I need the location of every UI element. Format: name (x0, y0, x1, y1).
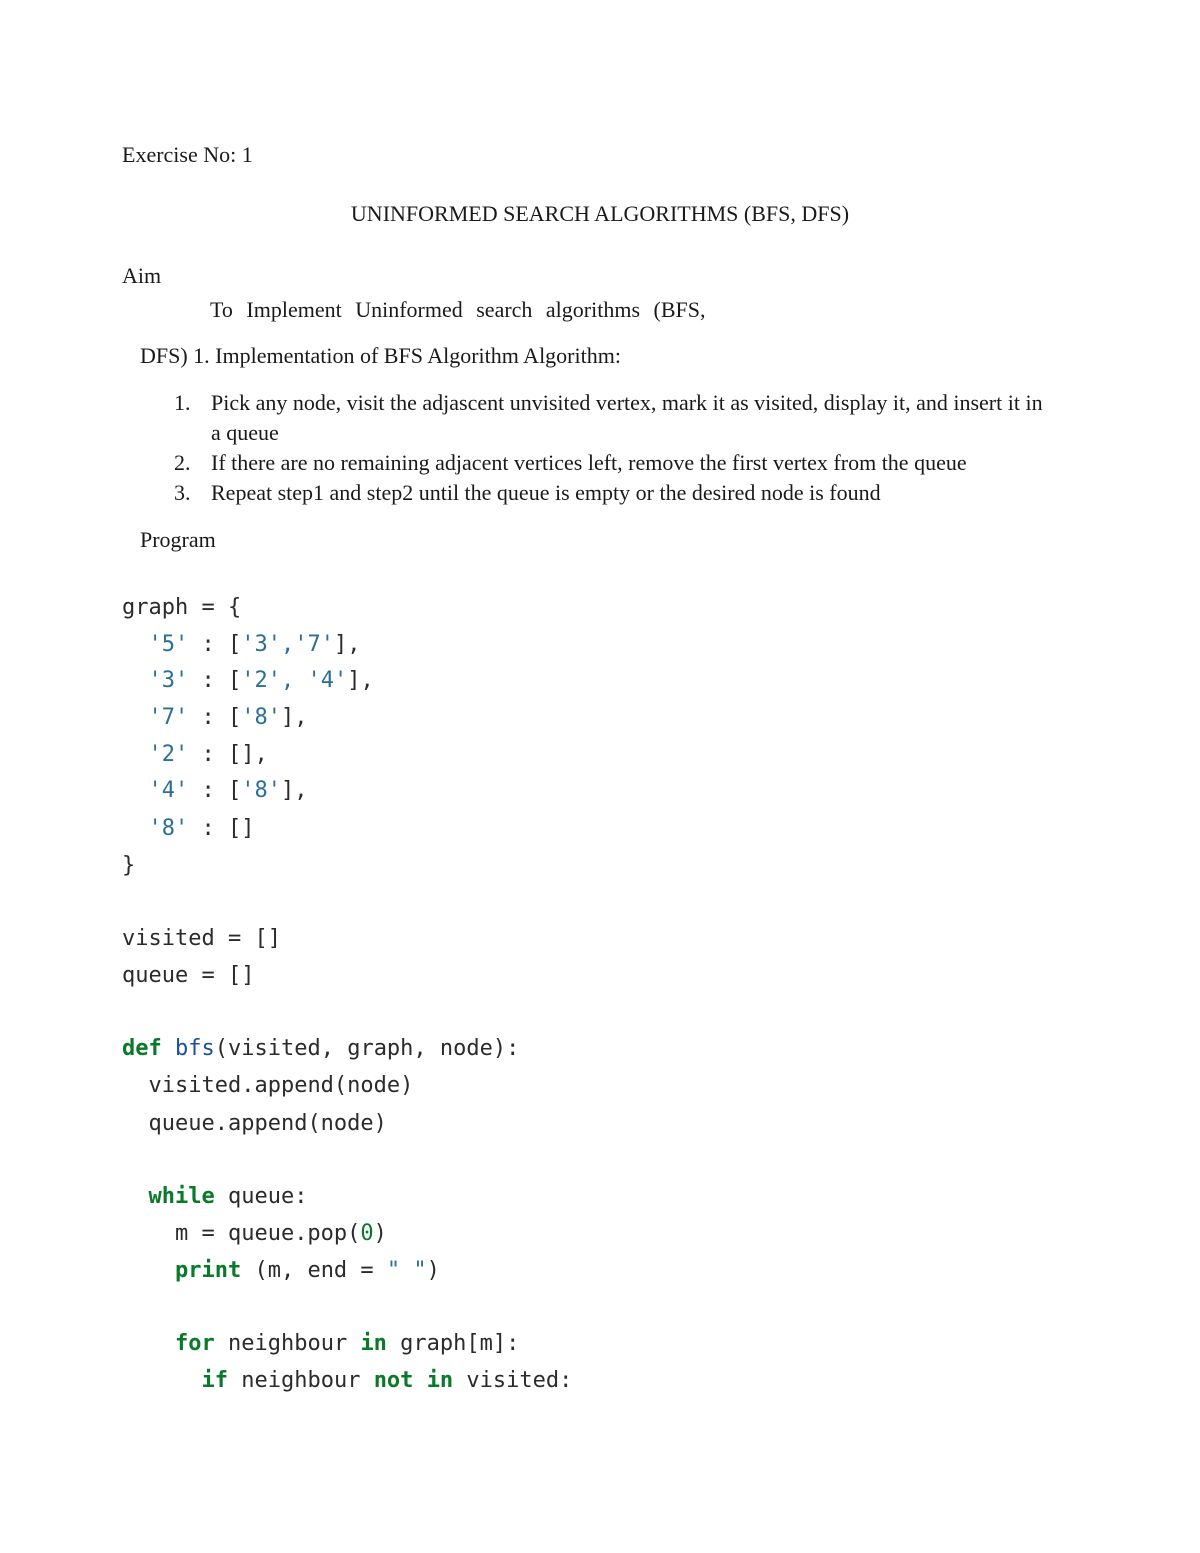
code-keyword: in (426, 1368, 454, 1393)
code-token: ], (280, 778, 308, 803)
code-token: ], (280, 705, 308, 730)
code-token: ], (347, 668, 374, 693)
code-string: '2' (148, 742, 189, 767)
code-keyword: print (174, 1258, 242, 1283)
code-keyword: if (201, 1368, 228, 1393)
code-token: m = queue.pop( (174, 1221, 361, 1246)
code-token: queue.append(node) (148, 1111, 387, 1136)
step-text: Pick any node, visit the adjascent unvisited vertex, mark it as visited, display it, and insert it in a queue (211, 390, 1043, 445)
code-line (122, 1071, 413, 1101)
code-line (122, 776, 307, 806)
code-keyword: not (373, 1368, 414, 1393)
code-string: " " (386, 1258, 427, 1283)
code-line (122, 1219, 387, 1249)
code-token: ) (426, 1258, 440, 1283)
code-string: '3' (148, 668, 189, 693)
code-token: (visited, graph, node): (214, 1036, 520, 1061)
document-title: UNINFORMED SEARCH ALGORITHMS (BFS, DFS) (350, 201, 850, 226)
exercise-number: Exercise No: 1 (122, 142, 253, 167)
code-string: '8' (241, 705, 281, 730)
code-token: ) (373, 1221, 387, 1246)
aim-text-line-2: DFS) 1. Implementation of BFS Algorithm Algorithm: (140, 343, 621, 368)
program-heading: Program (140, 527, 216, 552)
code-token: : [ (188, 668, 242, 693)
aim-heading: Aim (122, 263, 162, 288)
step-item (174, 448, 1054, 478)
code-token: neighbour (227, 1368, 374, 1393)
code-line: visited = [] (122, 926, 281, 951)
code-line (122, 630, 360, 660)
code-line: queue = [] (122, 963, 255, 988)
step-item (174, 388, 1054, 448)
code-token: ] (241, 816, 255, 841)
code-token: queue: (214, 1184, 308, 1209)
code-keyword: for (174, 1331, 215, 1356)
code-string: '5' (148, 632, 189, 657)
code-string: '4' (148, 778, 189, 803)
step-number: 2. (174, 450, 191, 475)
code-line (122, 740, 268, 770)
step-item (174, 478, 1054, 508)
code-line (122, 1256, 440, 1286)
code-token: (m, end = (241, 1258, 387, 1283)
code-token: ], (333, 632, 361, 657)
algorithm-steps (174, 388, 1054, 508)
code-line (122, 703, 307, 733)
code-token: : [ (188, 742, 242, 767)
code-token: graph[m]: (386, 1331, 520, 1356)
code-line: graph = { (122, 595, 242, 620)
code-keyword: def (122, 1036, 162, 1061)
code-token: visited.append(node) (148, 1073, 414, 1098)
code-token: neighbour (214, 1331, 361, 1356)
code-line (122, 1366, 572, 1396)
code-line (122, 666, 374, 696)
aim-text-line-1: To Implement Uninformed search algorithms (BFS, (210, 297, 706, 322)
code-string: '8' (241, 778, 281, 803)
code-string: '8' (148, 816, 189, 841)
code-keyword: in (360, 1331, 387, 1356)
code-string: '7' (148, 705, 189, 730)
code-line (122, 814, 254, 844)
code-keyword: while (148, 1184, 215, 1209)
code-token: : [ (188, 632, 242, 657)
code-token: ], (241, 742, 268, 767)
code-function-name: bfs (175, 1036, 215, 1061)
code-line (122, 1109, 387, 1139)
code-number: 0 (360, 1221, 374, 1246)
code-token: : [ (188, 778, 242, 803)
code-token: visited: (453, 1368, 573, 1393)
code-token: : [ (188, 816, 242, 841)
code-line: } (122, 853, 136, 878)
code-line (122, 1329, 519, 1359)
code-line (122, 1182, 307, 1212)
step-text: Repeat step1 and step2 until the queue is empty or the desired node is found (211, 480, 881, 505)
code-line (122, 1034, 519, 1064)
step-text: If there are no remaining adjacent vertices left, remove the first vertex from the queue (211, 450, 967, 475)
step-number: 3. (174, 480, 191, 505)
code-token: : [ (188, 705, 242, 730)
code-string: '2', '4' (241, 668, 348, 693)
step-number: 1. (174, 390, 191, 415)
code-string: '3','7' (241, 632, 334, 657)
